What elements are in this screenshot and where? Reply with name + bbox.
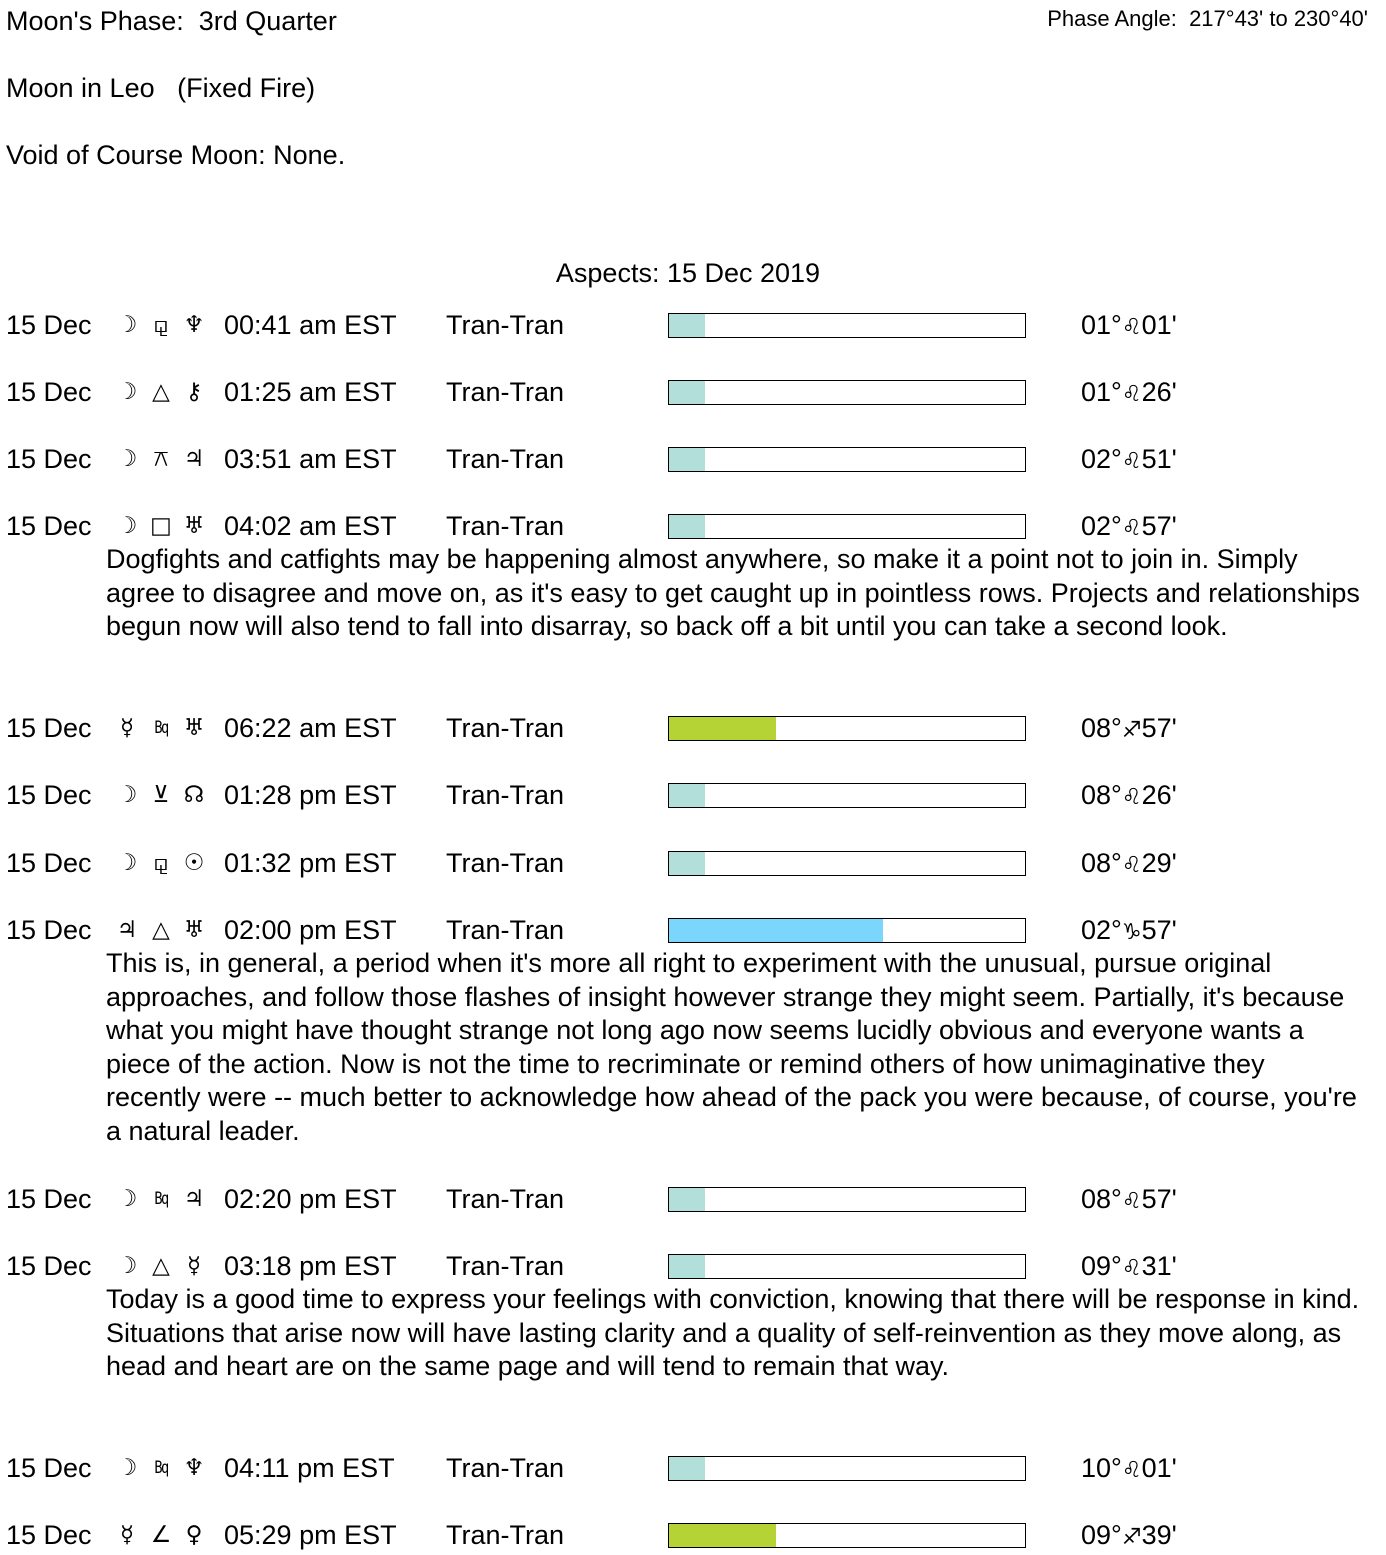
aspect-row xyxy=(0,1518,1386,1552)
position xyxy=(1081,1182,1177,1219)
square-icon: □ xyxy=(150,513,172,539)
position-minutes: 26' xyxy=(1141,377,1177,407)
moon-icon: ☽ xyxy=(116,1253,138,1279)
leo-icon: ♌ xyxy=(1121,315,1142,340)
position-degrees: 02° xyxy=(1081,915,1122,945)
position-degrees: 02° xyxy=(1081,444,1122,474)
strength-bar-fill xyxy=(669,448,705,471)
biquintile-icon: Bq xyxy=(154,718,168,738)
strength-bar-fill xyxy=(669,381,705,404)
semisextile-icon: ⊻ xyxy=(152,782,170,808)
aspect-row xyxy=(0,509,1386,543)
aspect-time: 00:41 am EST xyxy=(224,310,397,340)
aspect-time: 02:00 pm EST xyxy=(224,915,397,945)
aspect-time: 05:29 pm EST xyxy=(224,1520,397,1550)
aspect-date: 15 Dec xyxy=(6,310,92,340)
aspect-time: 01:28 pm EST xyxy=(224,780,397,810)
position xyxy=(1081,1249,1177,1286)
sagittarius-icon: ♐ xyxy=(1121,718,1142,743)
strength-bar-fill xyxy=(669,1255,705,1278)
aspect-date: 15 Dec xyxy=(6,511,92,541)
aspect-row xyxy=(0,711,1386,745)
position-minutes: 29' xyxy=(1141,848,1177,878)
position-degrees: 01° xyxy=(1081,310,1122,340)
position xyxy=(1081,1518,1177,1555)
position xyxy=(1081,442,1177,479)
strength-bar xyxy=(668,1456,1026,1481)
aspect-row xyxy=(0,442,1386,476)
aspect-row xyxy=(0,308,1386,342)
aspect-time: 02:20 pm EST xyxy=(224,1184,397,1214)
strength-bar xyxy=(668,851,1026,876)
position-minutes: 57' xyxy=(1141,1184,1177,1214)
aspect-time: 01:32 pm EST xyxy=(224,848,397,878)
leo-icon: ♌ xyxy=(1121,1256,1142,1281)
position xyxy=(1081,778,1177,815)
north-node-icon: ☊ xyxy=(183,782,205,808)
trine-icon: △ xyxy=(152,917,170,943)
strength-bar-fill xyxy=(669,919,883,942)
aspect-type: Tran-Tran xyxy=(446,310,565,340)
strength-bar xyxy=(668,716,1026,741)
position-degrees: 01° xyxy=(1081,377,1122,407)
strength-bar-fill xyxy=(669,1188,705,1211)
uranus-icon: ♅ xyxy=(183,513,205,539)
sesquiquadrate-icon: ⚼ xyxy=(153,850,169,876)
moon-icon: ☽ xyxy=(116,446,138,472)
quincunx-icon: ⚻ xyxy=(153,446,169,472)
mercury-icon: ☿ xyxy=(119,715,135,741)
position-minutes: 57' xyxy=(1141,511,1177,541)
position-minutes: 01' xyxy=(1141,310,1177,340)
aspect-date: 15 Dec xyxy=(6,1453,92,1483)
aspect-date: 15 Dec xyxy=(6,713,92,743)
aspect-date: 15 Dec xyxy=(6,848,92,878)
moon-icon: ☽ xyxy=(116,1455,138,1481)
aspect-date: 15 Dec xyxy=(6,444,92,474)
leo-icon: ♌ xyxy=(1121,853,1142,878)
sun-icon: ☉ xyxy=(183,850,205,876)
strength-bar-fill xyxy=(669,515,705,538)
leo-icon: ♌ xyxy=(1121,785,1142,810)
strength-bar xyxy=(668,1523,1026,1548)
position-minutes: 51' xyxy=(1141,444,1177,474)
strength-bar xyxy=(668,1254,1026,1279)
jupiter-icon: ♃ xyxy=(183,1186,205,1212)
aspect-type: Tran-Tran xyxy=(446,444,565,474)
moon-icon: ☽ xyxy=(116,850,138,876)
aspect-type: Tran-Tran xyxy=(446,713,565,743)
phase-angle: Phase Angle: 217°43' to 230°40' xyxy=(1047,6,1368,31)
position xyxy=(1081,711,1177,748)
mercury-icon: ☿ xyxy=(119,1522,135,1548)
aspect-date: 15 Dec xyxy=(6,1520,92,1550)
neptune-icon: ♆ xyxy=(183,312,205,338)
leo-icon: ♌ xyxy=(1121,516,1142,541)
aspect-row xyxy=(0,913,1386,947)
position-degrees: 09° xyxy=(1081,1520,1122,1550)
position xyxy=(1081,1451,1177,1488)
moon-sign: Moon in Leo (Fixed Fire) xyxy=(6,73,316,103)
aspect-type: Tran-Tran xyxy=(446,848,565,878)
mercury-icon: ☿ xyxy=(186,1253,202,1279)
aspect-row xyxy=(0,778,1386,812)
strength-bar xyxy=(668,783,1026,808)
aspect-row xyxy=(0,1182,1386,1216)
aspect-type: Tran-Tran xyxy=(446,377,565,407)
aspect-time: 06:22 am EST xyxy=(224,713,397,743)
aspect-type: Tran-Tran xyxy=(446,1520,565,1550)
sagittarius-icon: ♐ xyxy=(1121,1525,1142,1550)
moon-icon: ☽ xyxy=(116,782,138,808)
leo-icon: ♌ xyxy=(1121,449,1142,474)
aspect-row xyxy=(0,375,1386,409)
aspect-date: 15 Dec xyxy=(6,780,92,810)
moon-icon: ☽ xyxy=(116,513,138,539)
moon-icon: ☽ xyxy=(116,379,138,405)
aspects-title: Aspects: 15 Dec 2019 xyxy=(555,258,821,288)
position xyxy=(1081,913,1177,950)
position-degrees: 02° xyxy=(1081,511,1122,541)
aspect-date: 15 Dec xyxy=(6,915,92,945)
sesquiquadrate-icon: ⚼ xyxy=(153,312,169,338)
position-minutes: 31' xyxy=(1141,1251,1177,1281)
strength-bar xyxy=(668,1187,1026,1212)
biquintile-icon: Bq xyxy=(154,1458,168,1478)
position-minutes: 39' xyxy=(1141,1520,1177,1550)
aspect-type: Tran-Tran xyxy=(446,1453,565,1483)
aspect-description: Dogfights and catfights may be happening almost anywhere, so make it a point not to join in. Simply agree to disagree and move on, as it's easy to get caught up in pointless rows. Projects and relationships begun now will also tend to fall into disarray, so back off a bit until you can take a second look. xyxy=(106,544,1360,642)
strength-bar xyxy=(668,447,1026,472)
venus-icon: ♀ xyxy=(185,1522,203,1548)
aspect-type: Tran-Tran xyxy=(446,780,565,810)
jupiter-icon: ♃ xyxy=(116,917,138,943)
position-degrees: 08° xyxy=(1081,848,1122,878)
position-minutes: 57' xyxy=(1141,713,1177,743)
aspect-row xyxy=(0,1249,1386,1283)
aspect-time: 03:51 am EST xyxy=(224,444,397,474)
position xyxy=(1081,308,1177,345)
strength-bar xyxy=(668,918,1026,943)
neptune-icon: ♆ xyxy=(183,1455,205,1481)
position xyxy=(1081,375,1177,412)
position-minutes: 26' xyxy=(1141,780,1177,810)
leo-icon: ♌ xyxy=(1121,1458,1142,1483)
aspect-row xyxy=(0,1451,1386,1485)
strength-bar xyxy=(668,380,1026,405)
strength-bar-fill xyxy=(669,852,705,875)
leo-icon: ♌ xyxy=(1121,1189,1142,1214)
uranus-icon: ♅ xyxy=(183,917,205,943)
moon-icon: ☽ xyxy=(116,312,138,338)
aspect-type: Tran-Tran xyxy=(446,511,565,541)
strength-bar xyxy=(668,313,1026,338)
aspect-description: Today is a good time to express your feelings with conviction, knowing that there will be response in kind. Situations that arise now will have lasting clarity and a quality of self-reinvention as they move along, as head and heart are on the same page and will tend to remain that way. xyxy=(106,1284,1360,1382)
chiron-icon: ⚷ xyxy=(185,379,203,405)
uranus-icon: ♅ xyxy=(183,715,205,741)
biquintile-icon: Bq xyxy=(154,1189,168,1209)
aspect-date: 15 Dec xyxy=(6,1251,92,1281)
position-minutes: 01' xyxy=(1141,1453,1177,1483)
position-degrees: 08° xyxy=(1081,1184,1122,1214)
aspect-type: Tran-Tran xyxy=(446,1184,565,1214)
aspect-time: 01:25 am EST xyxy=(224,377,397,407)
position-minutes: 57' xyxy=(1141,915,1177,945)
position-degrees: 10° xyxy=(1081,1453,1122,1483)
position-degrees: 08° xyxy=(1081,780,1122,810)
aspect-time: 04:02 am EST xyxy=(224,511,397,541)
strength-bar-fill xyxy=(669,784,705,807)
void-of-course: Void of Course Moon: None. xyxy=(6,140,346,170)
position xyxy=(1081,846,1177,883)
leo-icon: ♌ xyxy=(1121,382,1142,407)
strength-bar-fill xyxy=(669,1524,776,1547)
aspect-date: 15 Dec xyxy=(6,1184,92,1214)
aspect-time: 04:11 pm EST xyxy=(224,1453,395,1483)
trine-icon: △ xyxy=(152,379,170,405)
semisquare-icon: ∠ xyxy=(150,1522,172,1548)
aspect-type: Tran-Tran xyxy=(446,1251,565,1281)
aspect-date: 15 Dec xyxy=(6,377,92,407)
trine-icon: △ xyxy=(152,1253,170,1279)
capricorn-icon: ♑ xyxy=(1121,920,1142,945)
strength-bar-fill xyxy=(669,717,776,740)
position-degrees: 08° xyxy=(1081,713,1122,743)
position xyxy=(1081,509,1177,546)
aspect-type: Tran-Tran xyxy=(446,915,565,945)
position-degrees: 09° xyxy=(1081,1251,1122,1281)
strength-bar-fill xyxy=(669,314,705,337)
aspect-time: 03:18 pm EST xyxy=(224,1251,397,1281)
jupiter-icon: ♃ xyxy=(183,446,205,472)
strength-bar-fill xyxy=(669,1457,705,1480)
aspect-description: This is, in general, a period when it's more all right to experiment with the unusual, pursue original approaches, and follow those flashes of insight however strange they might seem. Partially, it's because what you might have thought strange not long ago now seems lucidly obvious and everyone wants a piece of the action. Now is not the time to recriminate or remind others of how unimaginative they recently were -- much better to acknowledge how ahead of the pack you were because, of course, you're a natural leader. xyxy=(106,948,1357,1146)
strength-bar xyxy=(668,514,1026,539)
aspect-row xyxy=(0,846,1386,880)
moon-icon: ☽ xyxy=(116,1186,138,1212)
moon-phase: Moon's Phase: 3rd Quarter xyxy=(6,6,337,36)
